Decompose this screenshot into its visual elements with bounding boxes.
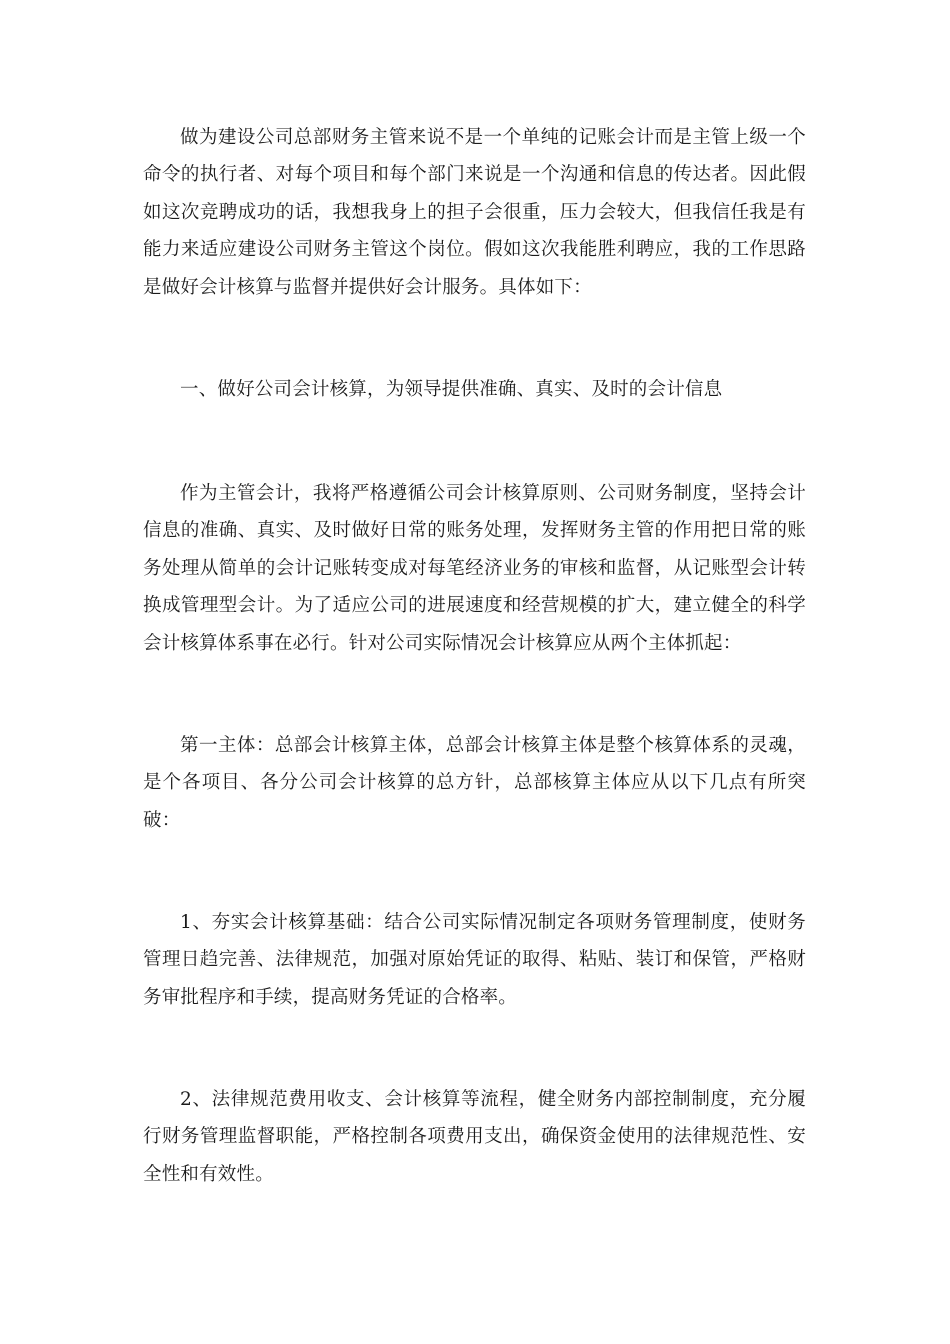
body-paragraph: 第一主体：总部会计核算主体，总部会计核算主体是整个核算体系的灵魂，是个各项目、各分公司会计核算的总方针，总部核算主体应从以下几点有所突破： xyxy=(143,735,806,831)
intro-paragraph: 做为建设公司总部财务主管来说不是一个单纯的记账会计而是主管上级一个命令的执行者、对每个项目和每个部门来说是一个沟通和信息的传达者。因此假如这次竞聘成功的话，我想我身上的担子会很重，压力会较大，但我信任我是有能力来适应建设公司财务主管这个岗位。假如这次我能胜利聘应，我的工作思路是做好会计核算与监督并提供好会计服务。具体如下： xyxy=(143,127,806,298)
list-item-paragraph: 1、夯实会计核算基础：结合公司实际情况制定各项财务管理制度，使财务管理日趋完善、法律规范，加强对原始凭证的取得、粘贴、装订和保管，严格财务审批程序和手续，提高财务凭证的合格率。 xyxy=(143,912,806,1008)
list-item-paragraph: 2、法律规范费用收支、会计核算等流程，健全财务内部控制制度，充分履行财务管理监督职能，严格控制各项费用支出，确保资金使用的法律规范性、安全性和有效性。 xyxy=(143,1089,806,1185)
body-paragraph: 作为主管会计，我将严格遵循公司会计核算原则、公司财务制度，坚持会计信息的准确、真实、及时做好日常的账务处理，发挥财务主管的作用把日常的账务处理从简单的会计记账转变成对每笔经济业务的审核和监督，从记账型会计转换成管理型会计。为了适应公司的进展速度和经营规模的扩大，建立健全的科学会计核算体系事在必行。针对公司实际情况会计核算应从两个主体抓起： xyxy=(143,483,806,654)
section-heading: 一、做好公司会计核算，为领导提供准确、真实、及时的会计信息 xyxy=(180,379,723,400)
